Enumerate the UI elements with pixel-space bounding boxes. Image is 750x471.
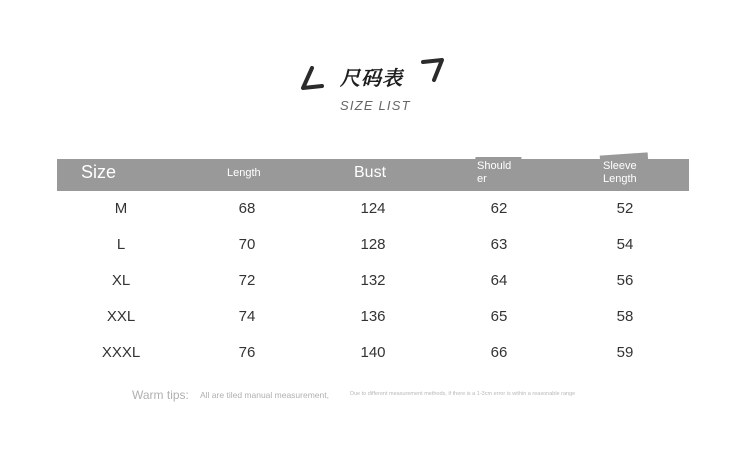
cell-bust: 128 [360, 236, 386, 253]
header-sleeve-length [603, 160, 651, 186]
header-size: Size [81, 162, 117, 182]
cell-bust: 124 [360, 200, 386, 217]
cell-shoulder: 64 [490, 272, 508, 289]
tips-text-1: All are tiled manual measurement, [200, 390, 329, 400]
table-row [57, 299, 689, 335]
cell-length: 72 [238, 272, 256, 289]
cell-size: L [116, 236, 126, 253]
cell-length: 76 [238, 344, 256, 361]
cell-bust: 140 [360, 344, 386, 361]
header-shoulder-line2: er [477, 173, 487, 185]
cell-sleeve-length: 58 [616, 308, 634, 325]
tips-label: Warm tips: [132, 388, 189, 402]
header-sleeve-line2: Length [603, 173, 637, 185]
cell-size: XXXL [101, 344, 141, 361]
cell-length: 74 [238, 308, 256, 325]
size-table [57, 159, 689, 371]
tips-text-2: Due to different measurement methods, if there is a 1-3cm error is within a reasonable range [350, 391, 576, 397]
right-bracket-icon [420, 56, 446, 84]
page-subtitle: SIZE LIST [340, 98, 411, 113]
table-row [57, 227, 689, 263]
left-bracket-icon [300, 66, 324, 92]
cell-sleeve-length: 52 [616, 200, 634, 217]
cell-shoulder: 62 [490, 200, 508, 217]
cell-sleeve-length: 54 [616, 236, 634, 253]
page-title: 尺码表 [340, 66, 403, 90]
cell-sleeve-length: 59 [616, 344, 634, 361]
table-row [57, 263, 689, 299]
cell-shoulder: 66 [490, 344, 508, 361]
cell-shoulder: 63 [490, 236, 508, 253]
cell-length: 68 [238, 200, 256, 217]
header-bust: Bust [354, 164, 387, 181]
cell-bust: 132 [360, 272, 386, 289]
cell-size: XXL [106, 308, 136, 325]
header-length: Length [227, 167, 261, 179]
header-sleeve-line1: Sleeve [603, 160, 637, 172]
table-row [57, 191, 689, 227]
cell-size: XL [111, 272, 131, 289]
title-area [0, 52, 750, 122]
cell-size: M [114, 200, 128, 217]
cell-length: 70 [238, 236, 256, 253]
cell-bust: 136 [360, 308, 386, 325]
table-row [57, 335, 689, 371]
table-header [57, 159, 689, 191]
cell-sleeve-length: 56 [616, 272, 634, 289]
cell-shoulder: 65 [490, 308, 508, 325]
header-shoulder-line1: Should [477, 160, 512, 172]
header-shoulder [477, 160, 521, 186]
